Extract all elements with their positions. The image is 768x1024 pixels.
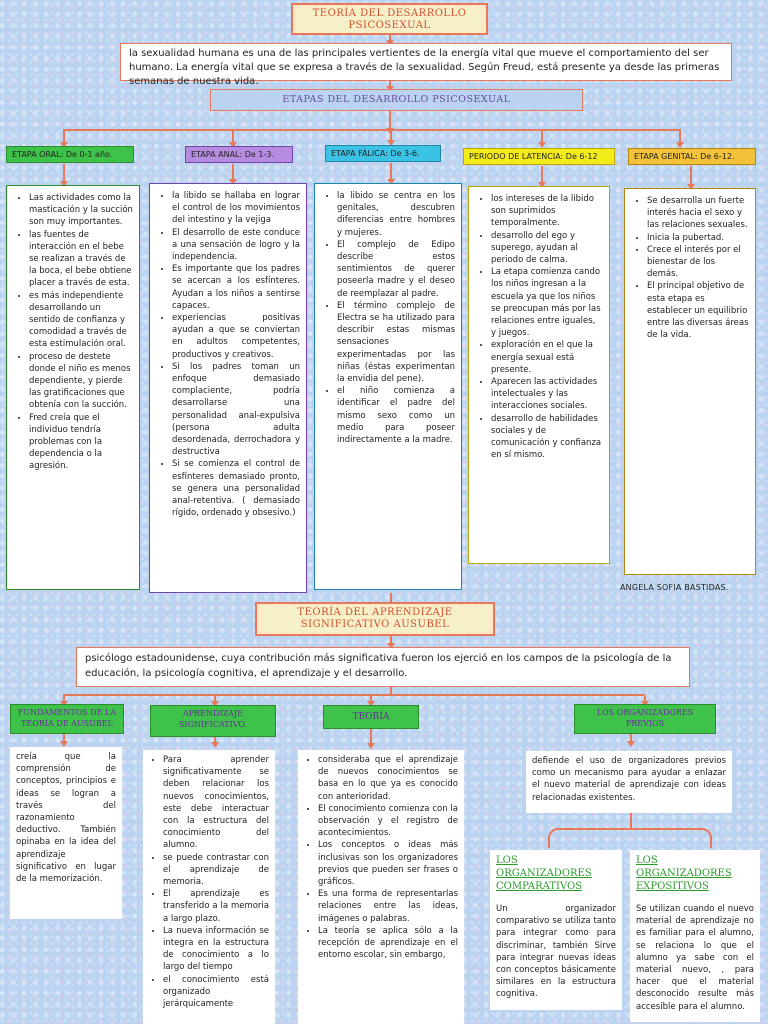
comparativos-title: LOS ORGANIZADORES COMPARATIVOS <box>496 855 592 892</box>
comparativos-text: Un organizador comparativo se utiliza tanto para integrar como para discriminar, también Sirve para integrar nuevas ideas con conceptos básicamente similares en la estructura cognitiva. <box>496 904 616 1000</box>
list-item: • desarrollo de habilidades sociales y de comunicación y confianza en sí mismo. <box>491 413 603 462</box>
stages-header: ETAPAS DEL DESARROLLO PSICOSEXUAL <box>210 89 583 111</box>
list-item: • Fred creía que el individuo tendría problemas con la dependencia o la agresión. <box>29 412 133 473</box>
fundamentos-text: creía que la comprensión de conceptos, principios e ideas se logran a través del razonamiento deductivo. También opinaba en la idea del aprendizaje significativo en lugar de la memorización. <box>10 747 122 919</box>
list-item: • Si los padres toman un enfoque demasiado complaciente, podría desarrollarse una personalidad anal-expulsiva (persona adulta desordenada, derrochadora y destructiva <box>172 361 300 459</box>
stage-genital-label: ETAPA GENITAL: De 6-12. <box>628 148 756 165</box>
list-item: • Los conceptos o ideas más inclusivas son los organizadores previos que pueden ser frases o gráficos. <box>318 839 458 888</box>
aprendizaje-details <box>143 750 275 1024</box>
connector <box>389 81 391 87</box>
bullet-list <box>145 754 269 1010</box>
connector <box>679 131 681 143</box>
bullet-list <box>154 190 300 519</box>
ausubel-intro: psicólogo estadounidense, cuya contribución más significativa fueron los ejerció en los campos de la psicología de la educación, la psicología cognitiva, el aprendizaje y el desarrollo. <box>76 647 690 687</box>
stage-phallic-label: ETAPA FÁLICA: De 3-6. <box>325 145 441 162</box>
stage-anal-label: ETAPA ANAL: De 1-3. <box>185 146 293 163</box>
bullet-list <box>473 193 603 461</box>
list-item: • El término complejo de Electra se ha utilizado para describir estas mismas sensaciones experimentadas por las niñas (éstas experimentan la envidia del pene). <box>337 300 455 385</box>
connector <box>541 166 543 183</box>
list-item: • Si se comienza el control de esfínteres demasiado pronto, se genera una personalidad anal-retentiva. ( demasiado rígido, ordenado y obsesivo.) <box>172 458 300 519</box>
connector-bracket <box>548 828 712 848</box>
ausubel-title: TEORÍA DEL APRENDIZAJE SIGNIFICATIVO AUSUBEL <box>255 602 495 636</box>
aprendizaje-header: APRENDIZAJE SIGNIFICATIVO. <box>150 705 276 737</box>
list-item: • Inicia la pubertad. <box>647 232 749 244</box>
list-item: • el niño comienza a identificar el padre del mismo sexo como un medio para poseer indirectamente a la madre. <box>337 385 455 446</box>
list-item: • Es importante que los padres se acercan a los esfínteres. Ayudan a los niños a sentirse capaces. <box>172 263 300 312</box>
expositivos-card <box>630 850 760 1022</box>
connector <box>214 696 216 702</box>
connector <box>541 131 543 143</box>
connector <box>63 131 65 143</box>
list-item: • Para aprender significativamente se deben relacionar los nuevos conocimientos, este debe interactuar con la estructura del conocimiento del alumno. <box>163 754 269 852</box>
comparativos-card <box>490 850 622 1010</box>
connector <box>370 729 372 744</box>
connector <box>63 734 65 742</box>
list-item: • los intereses de la libido son suprimidos temporalmente. <box>491 193 603 230</box>
list-item: • La nueva información se integra en la estructura de conocimiento a lo largo del tiempo <box>163 925 269 974</box>
connector <box>644 696 646 702</box>
stage-oral-details <box>6 185 140 590</box>
list-item: • la libido se centra en los genitales, descubren diferencias entre hombres y mujeres. <box>337 190 455 239</box>
connector <box>232 164 234 180</box>
list-item: • experiencias positivas ayudan a que se conviertan en adultos competentes, productivos y creativos. <box>172 312 300 361</box>
bullet-list <box>11 192 133 473</box>
connector <box>630 734 632 742</box>
connector <box>690 166 692 185</box>
connector <box>630 813 632 829</box>
bullet-list <box>319 190 455 446</box>
list-item: • Aparecen las actividades intelectuales y las interacciones sociales. <box>491 376 603 413</box>
connector <box>63 164 65 182</box>
list-item: • desarrollo del ego y superego, ayudan al periodo de calma. <box>491 230 603 267</box>
list-item: • El desarrollo de este conduce a una sensación de logro y la independencia. <box>172 227 300 264</box>
list-item: • Las actividades como la masticación y la succión son muy importantes. <box>29 192 133 229</box>
teoria-header: TEORÍA <box>323 705 419 729</box>
stage-phallic-details <box>314 183 462 590</box>
list-item: • consideraba que el aprendizaje de nuevos conocimientos se basa en lo que ya es conocido con anterioridad. <box>318 754 458 803</box>
list-item: • Se desarrolla un fuerte interés hacia el sexo y las relaciones sexuales. <box>647 195 749 232</box>
list-item: • es más independiente desarrollando un sentido de confianza y comodidad a través de esta estimulación oral. <box>29 290 133 351</box>
expositivos-title: LOS ORGANIZADORES EXPOSITIVOS <box>636 855 732 892</box>
list-item: • las fuentes de interacción en el bebe se realizan a través de la boca, el bebe obtiene placer a través de esta. <box>29 229 133 290</box>
author-signature: ANGELA SOFIA BASTIDAS. <box>620 583 729 592</box>
connector <box>214 737 216 743</box>
stage-genital-details <box>624 188 756 575</box>
list-item: • El complejo de Edipo describe estos sentimientos de querer poseerla madre y el deseo de reemplazar al padre. <box>337 239 455 300</box>
list-item: • el conocimiento está organizado jerárquicamente <box>163 974 269 1011</box>
organizadores-text: defiende el uso de organizadores previos como un mecanismo para ayudar a enlazar el nuevo material de aprendizaje con ideas relacionadas existentes. <box>526 751 732 813</box>
teoria-details <box>298 750 464 1024</box>
stage-latency-details <box>468 186 610 564</box>
list-item: • El conocimiento comienza con la observación y el registro de acontecimientos. <box>318 803 458 840</box>
connector-horizontal <box>63 129 681 131</box>
bullet-list <box>629 195 749 341</box>
fundamentos-header: FUNDAMENTOS DE LA TEORÍA DE AUSUBEL <box>10 704 124 734</box>
connector <box>389 111 391 129</box>
connector-horizontal <box>63 694 645 696</box>
list-item: • proceso de destete donde el niño es menos dependiente, y pierde las gratificaciones que obtenía con la succión. <box>29 351 133 412</box>
list-item: • se puede contrastar con el aprendizaje de memoria. <box>163 852 269 889</box>
list-item: • La etapa comienza cando los niños ingresan a la escuela ya que los niños se preocupan más por las relaciones entre iguales, y juegos. <box>491 266 603 339</box>
list-item: • exploración en el que la energía sexual está presente. <box>491 339 603 376</box>
list-item: • El principal objetivo de esta etapa es establecer un equilibrio entre las diversas áreas de la vida. <box>647 280 749 341</box>
organizadores-header: LOS ORGANIZADORES PREVIOS <box>574 704 716 734</box>
connector <box>370 696 372 702</box>
stage-oral-label: ETAPA ORAL: De 0-1 año. <box>6 146 134 163</box>
stage-anal-details <box>149 183 307 593</box>
psychosexual-intro: la sexualidad humana es una de las principales vertientes de la energía vital que mueve el comportamiento del ser humano. La energía vital que se expresa a través de la sexualidad. Según Freud, está presente ya desde las primeras semanas de nuestra vida. <box>120 43 732 81</box>
list-item: • la libido se hallaba en lograr el control de los movimientos del intestino y la vejiga <box>172 190 300 227</box>
list-item: • El aprendizaje es transferido a la memoria a largo plazo. <box>163 888 269 925</box>
list-item: • La teoría se aplica sólo a la recepción de aprendizaje en el entorno escolar, sin embargo, <box>318 925 458 962</box>
connector <box>390 636 392 644</box>
connector <box>63 696 65 702</box>
connector <box>390 163 392 180</box>
connector <box>389 35 391 41</box>
connector <box>390 131 392 141</box>
stage-latency-label: PERIODO DE LATENCIA: De 6-12 <box>463 148 615 165</box>
connector <box>232 131 234 143</box>
expositivos-text: Se utilizan cuando el nuevo material de aprendizaje no es familiar para el alumno, se relaciona lo que el alumno ya sabe con el material nuevo, , para hacer que el material desconocido resulte más accesible para el alumno. <box>636 904 754 1012</box>
bullet-list <box>300 754 458 961</box>
list-item: • Es una forma de representarlas relaciones entre las ideas, imágenes o palabras. <box>318 888 458 925</box>
list-item: • Crece el interés por el bienestar de los demás. <box>647 244 749 281</box>
psychosexual-title: TEORÍA DEL DESARROLLO PSICOSEXUAL <box>291 3 488 35</box>
